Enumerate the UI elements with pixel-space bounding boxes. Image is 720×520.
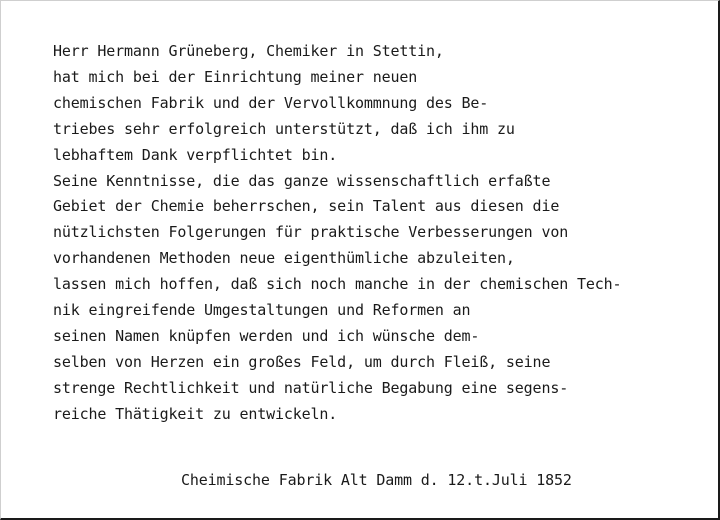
letter-signature: Cheimische Fabrik Alt Damm d. 12.t.Juli 1852 [181, 471, 572, 489]
letter-line: triebes sehr erfolgreich unterstützt, daß ich ihm zu [53, 119, 515, 138]
letter-line: Herr Hermann Grüneberg, Chemiker in Stettin, [53, 42, 444, 60]
letter-line: nik eingreifende Umgestaltungen und Reformen an [53, 301, 471, 320]
letter-line: lebhaftem Dank verpflichtet bin. [53, 145, 338, 164]
letter-line: Gebiet der Chemie beherrschen, sein Talent aus diesen die [53, 197, 560, 216]
letter-line: selben von Herzen ein großes Feld, um durch Fleiß, seine [53, 352, 551, 371]
letter-line: strenge Rechtlichkeit und natürliche Begabung eine segens- [53, 378, 569, 397]
letter-line: chemischen Fabrik und der Vervollkommnung des Be- [53, 93, 489, 112]
letter-line: lassen mich hoffen, daß sich noch manche in der chemischen Tech- [53, 275, 622, 294]
letter-line: seinen Namen knüpfen werden und ich wünsche dem- [53, 326, 480, 345]
letter-body [53, 39, 621, 428]
letter-line: Seine Kenntnisse, die das ganze wissenschaftlich erfaßte [53, 171, 551, 190]
letter-line: hat mich bei der Einrichtung meiner neuen [53, 67, 418, 86]
letter-line: vorhandenen Methoden neue eigenthümliche abzuleiten, [53, 249, 515, 268]
letter-line: reiche Thätigkeit zu entwickeln. [53, 404, 338, 423]
letter-line: nützlichsten Folgerungen für praktische Verbesserungen von [53, 223, 569, 242]
